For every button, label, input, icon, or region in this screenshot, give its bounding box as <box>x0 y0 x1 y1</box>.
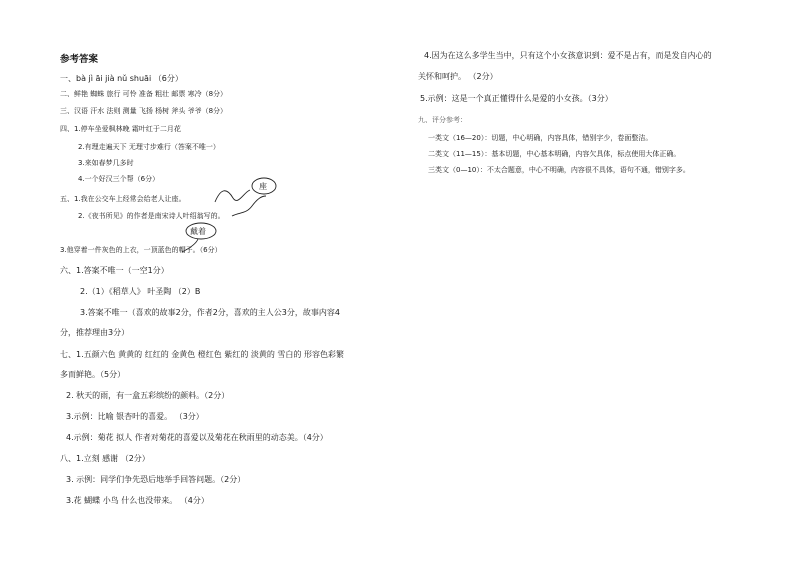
answer-line-6-2: 2.（1）《稻草人》 叶圣陶 （2）B <box>80 287 201 296</box>
answer-line-3: 三、汉语 汗水 法则 测量 飞扬 杨树 斧头 爷爷（8分） <box>60 107 228 115</box>
answer-line-7-2: 2. 秋天的雨，有一盒五彩缤纷的颜料。（2分） <box>66 391 230 400</box>
answer-line-2: 二、鲜艳 蜘蛛 旅行 可怜 准备 粗壮 邮票 寒冷（8分） <box>60 90 228 98</box>
answer-line-6-3-cont: 分，推荐理由3分） <box>60 328 130 337</box>
answer-line-8: 八、1.立刻 感谢 （2分） <box>60 454 150 463</box>
answer-line-5-2: 2.《夜书所见》的作者是南宋诗人叶绍翁写的。 <box>78 212 225 220</box>
answer-line-8-3: 3.花 蝴蝶 小鸟 什么也没带来。 （4分） <box>66 496 209 505</box>
answer-line-4: 四、1.停车坐爱枫林晚 霜叶红于二月花 <box>60 125 181 133</box>
insertion-mark-1 <box>215 178 276 202</box>
answer-line-5-3: 3.他穿着一件灰色的上衣，一顶蓝色的帽子。（6分） <box>60 246 222 254</box>
annotation-word-1: 座 <box>259 182 267 191</box>
scoring-level-2: 二类文（11—15）：基本切题，中心基本明确，内容欠具体，标点使用大体正确。 <box>428 150 681 158</box>
answer-line-4-2: 2.有理走遍天下 无理寸步难行（答案不唯一） <box>78 143 220 151</box>
answer-line-7: 七、1.五颜六色 黄黄的 红红的 金黄色 橙红色 紫红的 淡黄的 雪白的 形容色彩繁 <box>60 350 344 359</box>
scoring-level-1: 一类文（16—20）：切题，中心明确，内容具体，错别字少，卷面整洁。 <box>428 134 653 142</box>
annotation-word-2: 戴着 <box>190 227 206 236</box>
answer-line-r1: 4.因为在这么多学生当中，只有这个小女孩意识到：爱不是占有，而是发自内心的 <box>424 51 712 60</box>
page-title: 参考答案 <box>60 54 99 65</box>
answer-line-4-3: 3.来如春梦几多时 <box>78 159 134 167</box>
answer-line-4-4: 4.一个好汉三个帮（6分） <box>78 175 160 183</box>
answer-line-7-4: 4.示例：菊花 拟人 作者对菊花的喜爱以及菊花在秋雨里的动态美。（4分） <box>66 433 328 442</box>
answer-line-1: 一、bà jì āi jià nǔ shuāi （6分） <box>60 74 183 83</box>
answer-line-7-3: 3.示例：比喻 银杏叶的喜爱。 （3分） <box>66 412 204 421</box>
insertion-mark-2 <box>182 196 266 252</box>
answer-line-5: 五、1.我在公交车上经常会给老人让座。 <box>60 195 186 203</box>
scoring-level-3: 三类文（0—10）：不太合题意，中心不明确，内容很不具体，语句不通，错别字多。 <box>428 166 690 174</box>
answer-line-6: 六、1.答案不唯一（一空1分） <box>60 266 169 275</box>
answer-line-r2: 5.示例：这是一个真正懂得什么是爱的小女孩。（3分） <box>420 94 613 103</box>
answer-line-r1-cont: 关怀和呵护。 （2分） <box>418 72 498 81</box>
answer-line-8-2: 3. 示例：同学们争先恐后地举手回答问题。（2分） <box>66 475 246 484</box>
answer-line-6-3: 3.答案不唯一（喜欢的故事2分，作者2分，喜欢的主人公3分，故事内容4 <box>80 308 340 317</box>
answer-line-7-cont: 多而鲜艳。（5分） <box>60 370 126 379</box>
scoring-heading: 九、评分参考： <box>418 116 467 124</box>
